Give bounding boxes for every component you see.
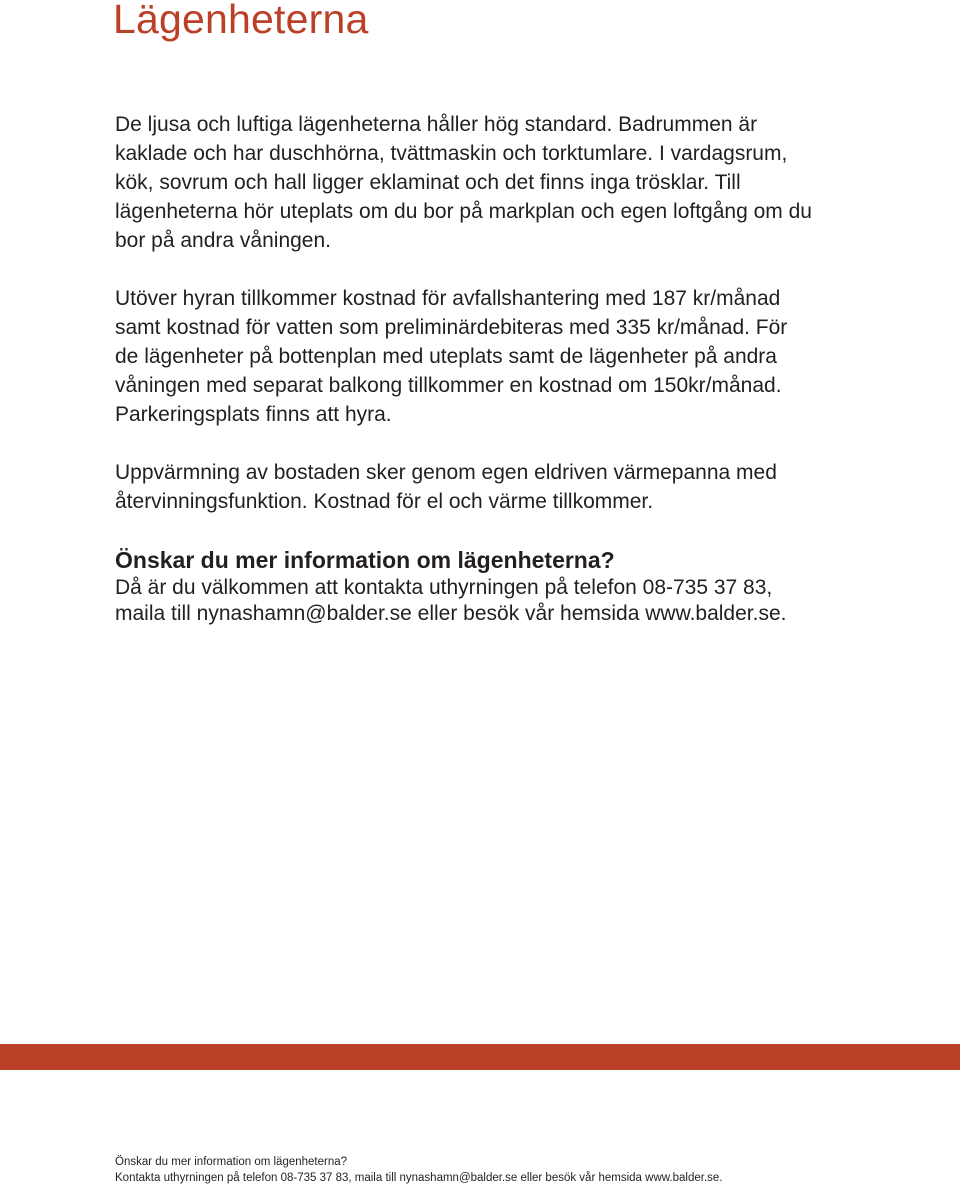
contact-info [115,545,815,627]
accent-band [0,1044,960,1070]
contact-heading: Önskar du mer information om lägenheterna? [115,547,615,573]
footer [115,1155,915,1186]
paragraph-costs: Utöver hyran tillkommer kostnad för avfallshantering med 187 kr/månad samt kostnad för vatten som preliminärdebiteras med 335 kr/månad. För de lägenheter på bottenplan med uteplats samt de lägenheter på andra våningen med separat balkong tillkommer en kostnad om 150kr/månad. Parkeringsplats finns att hyra. [115,287,788,426]
paragraph-heating: Uppvärmning av bostaden sker genom egen eldriven värmepanna med återvinningsfunktion. Kostnad för el och värme tillkommer. [115,461,777,513]
footer-text: Kontakta uthyrningen på telefon 08-735 37 83, maila till nynashamn@balder.se eller besök vår hemsida www.balder.se. [115,1172,723,1184]
page-title: Lägenheterna [113,0,369,42]
paragraph-standard: De ljusa och luftiga lägenheterna håller hög standard. Badrummen är kaklade och har duschhörna, tvättmaskin och torktumlare. I vardagsrum, kök, sovrum och hall ligger eklaminat och det finns inga trösklar. Till lägenheterna hör uteplats om du bor på markplan och egen loftgång om du bor på andra våningen. [115,113,812,252]
main-content [115,110,815,627]
footer-heading: Önskar du mer information om lägenheterna? [115,1156,348,1168]
contact-text: Då är du välkommen att kontakta uthyrningen på telefon 08-735 37 83, maila till nynashamn@balder.se eller besök vår hemsida www.balder.se. [115,576,787,625]
